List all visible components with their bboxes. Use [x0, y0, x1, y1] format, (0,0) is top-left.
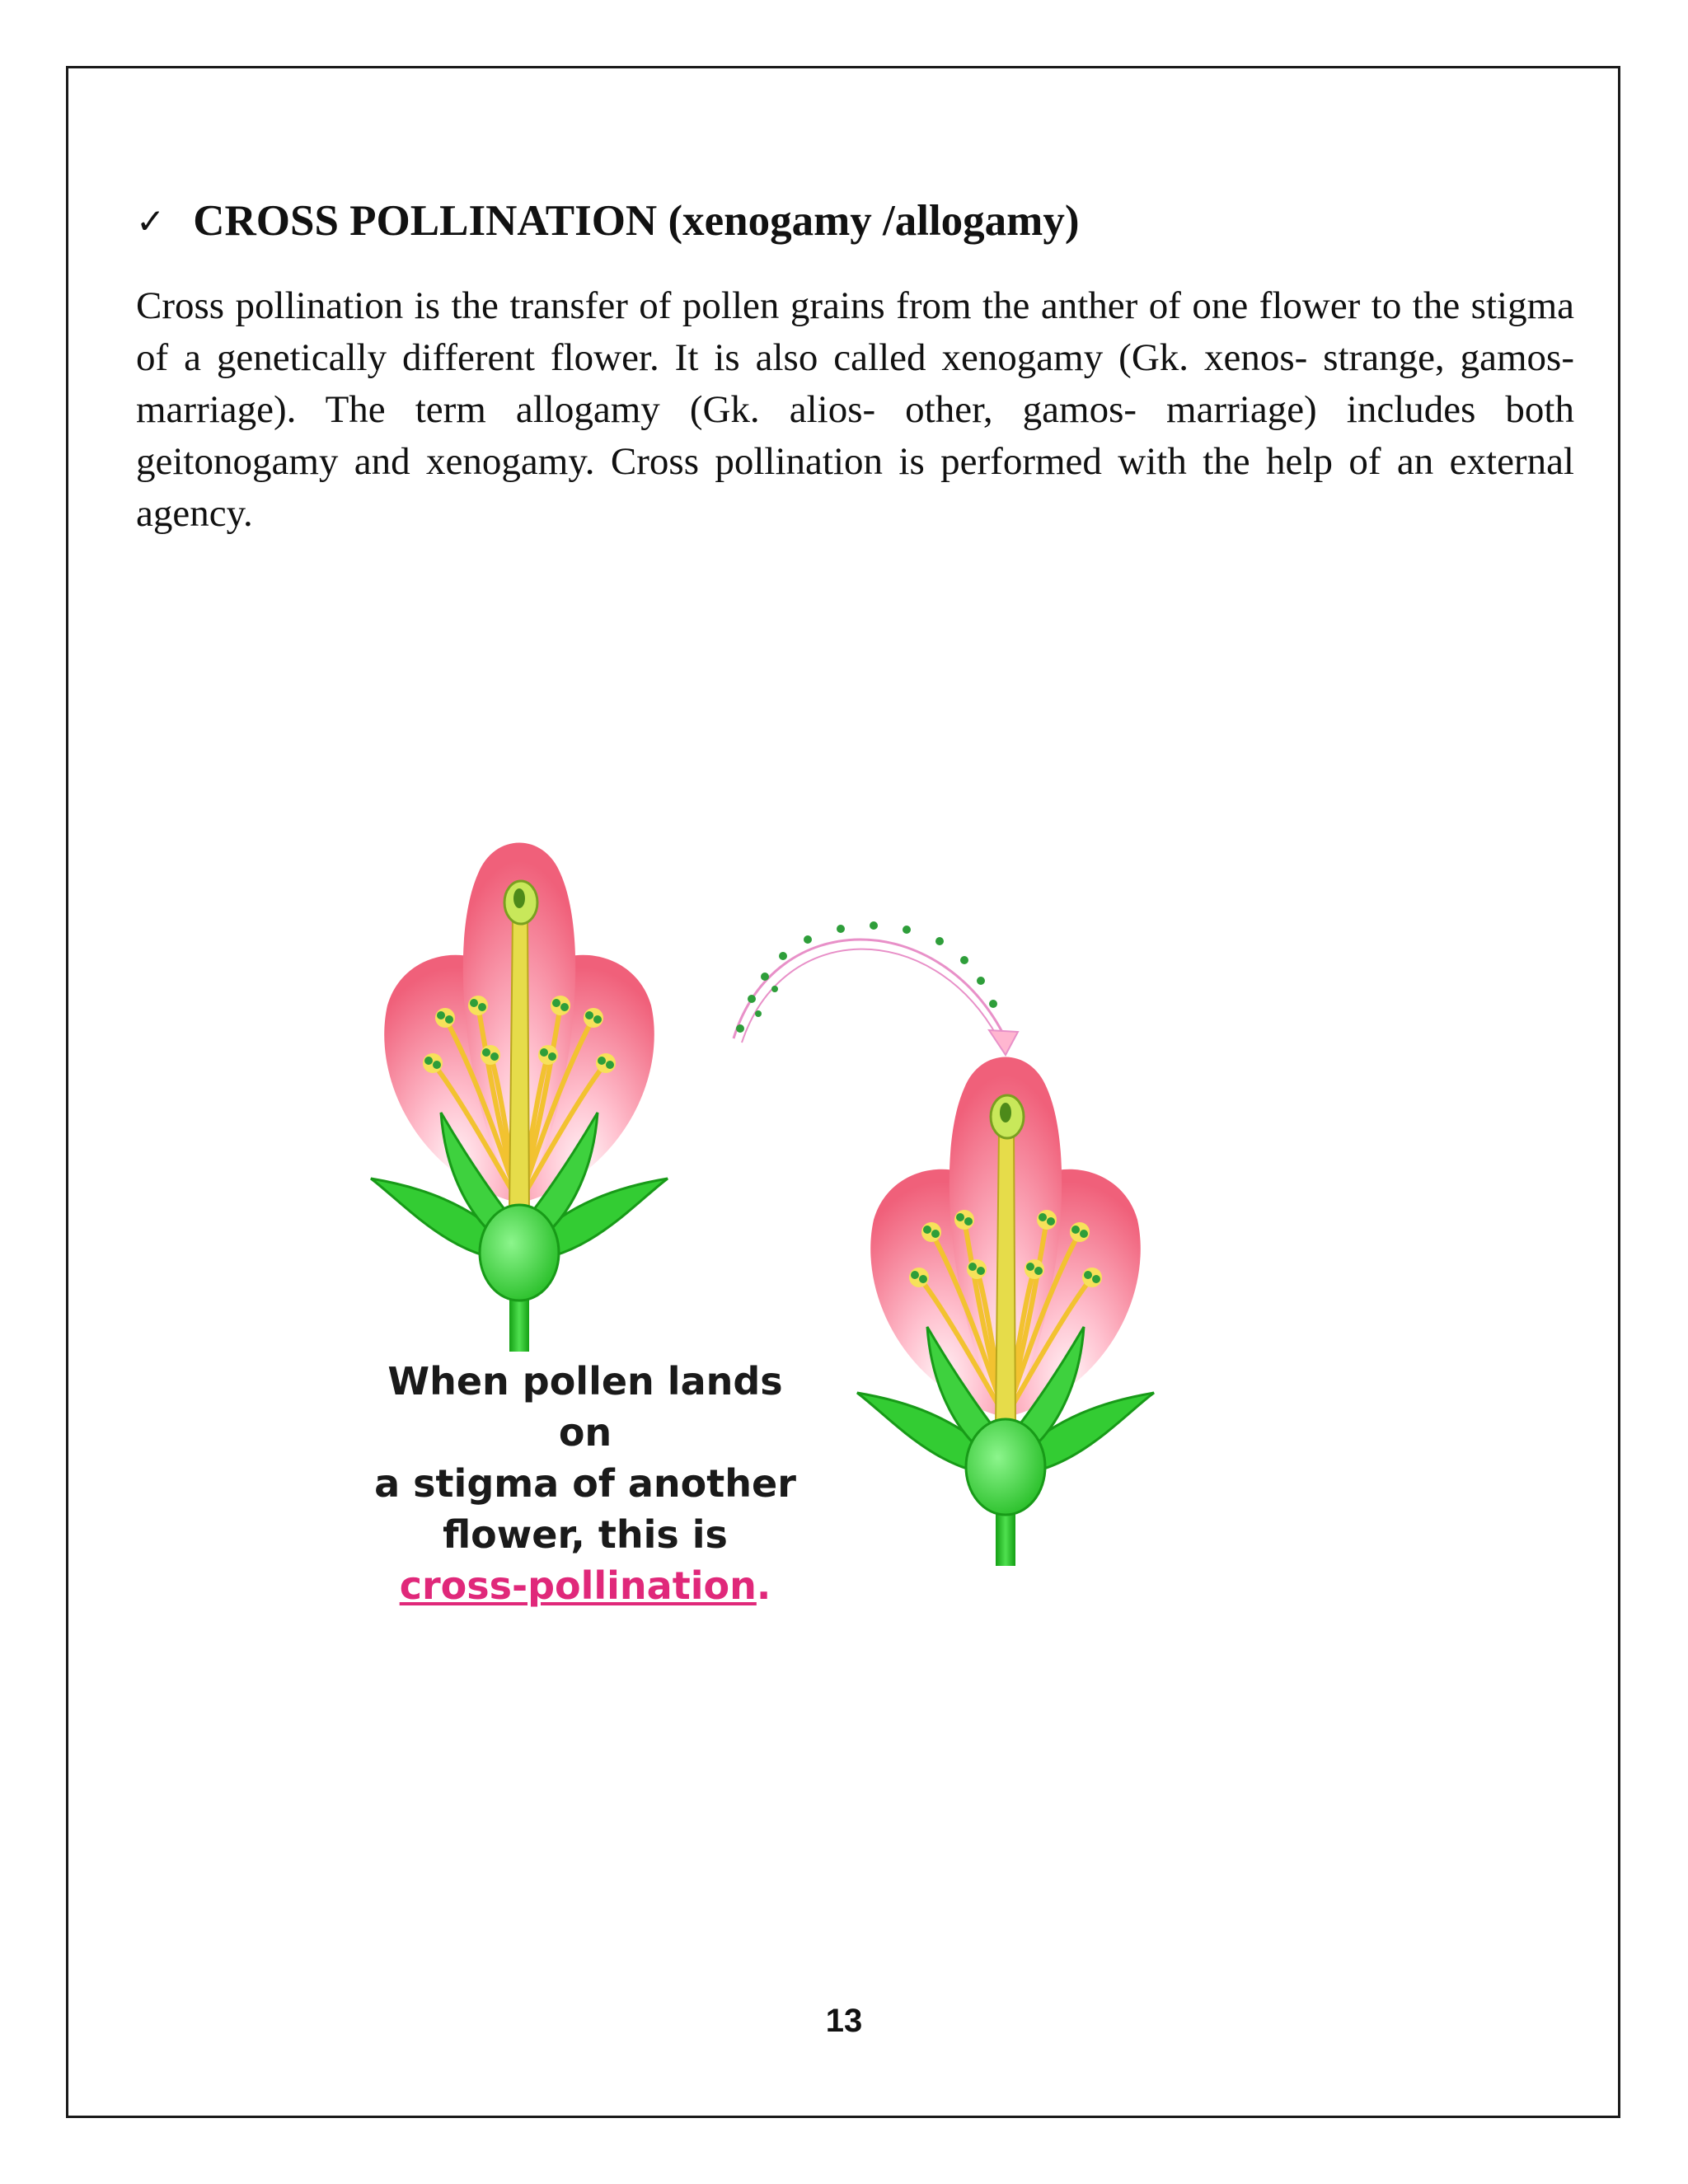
- definition-paragraph: Cross pollination is the transfer of pollen grains from the anther of one flower to the stigma of a genetically different flower. It is also called xenogamy (Gk. xenos- strange, gamos- marriage). The term allogamy (Gk. alios- other, gamos- marriage) includes both geitonogamy and xenogamy. Cross pollination is performed with the help of an external agency.: [136, 284, 1574, 535]
- caption-period: .: [756, 1563, 771, 1608]
- flower-right: [857, 1057, 1154, 1567]
- pollen-transfer-arc: [734, 921, 1018, 1055]
- cross-pollination-illustration: [346, 816, 1368, 1624]
- figure-caption: [371, 1356, 799, 1611]
- flower-left: [371, 843, 668, 1352]
- caption-line-2: a stigma of another: [374, 1461, 796, 1506]
- checkmark-icon: ✓: [136, 200, 166, 241]
- page-number: 13: [825, 2003, 863, 2039]
- caption-line-4: [371, 1560, 799, 1611]
- section-title: CROSS POLLINATION (xenogamy /allogamy): [193, 197, 1080, 245]
- caption-line-1: When pollen lands on: [387, 1359, 783, 1455]
- caption-term: cross-pollination: [399, 1563, 757, 1608]
- caption-line-3: flower, this is: [443, 1512, 728, 1557]
- section-heading: [136, 196, 1079, 246]
